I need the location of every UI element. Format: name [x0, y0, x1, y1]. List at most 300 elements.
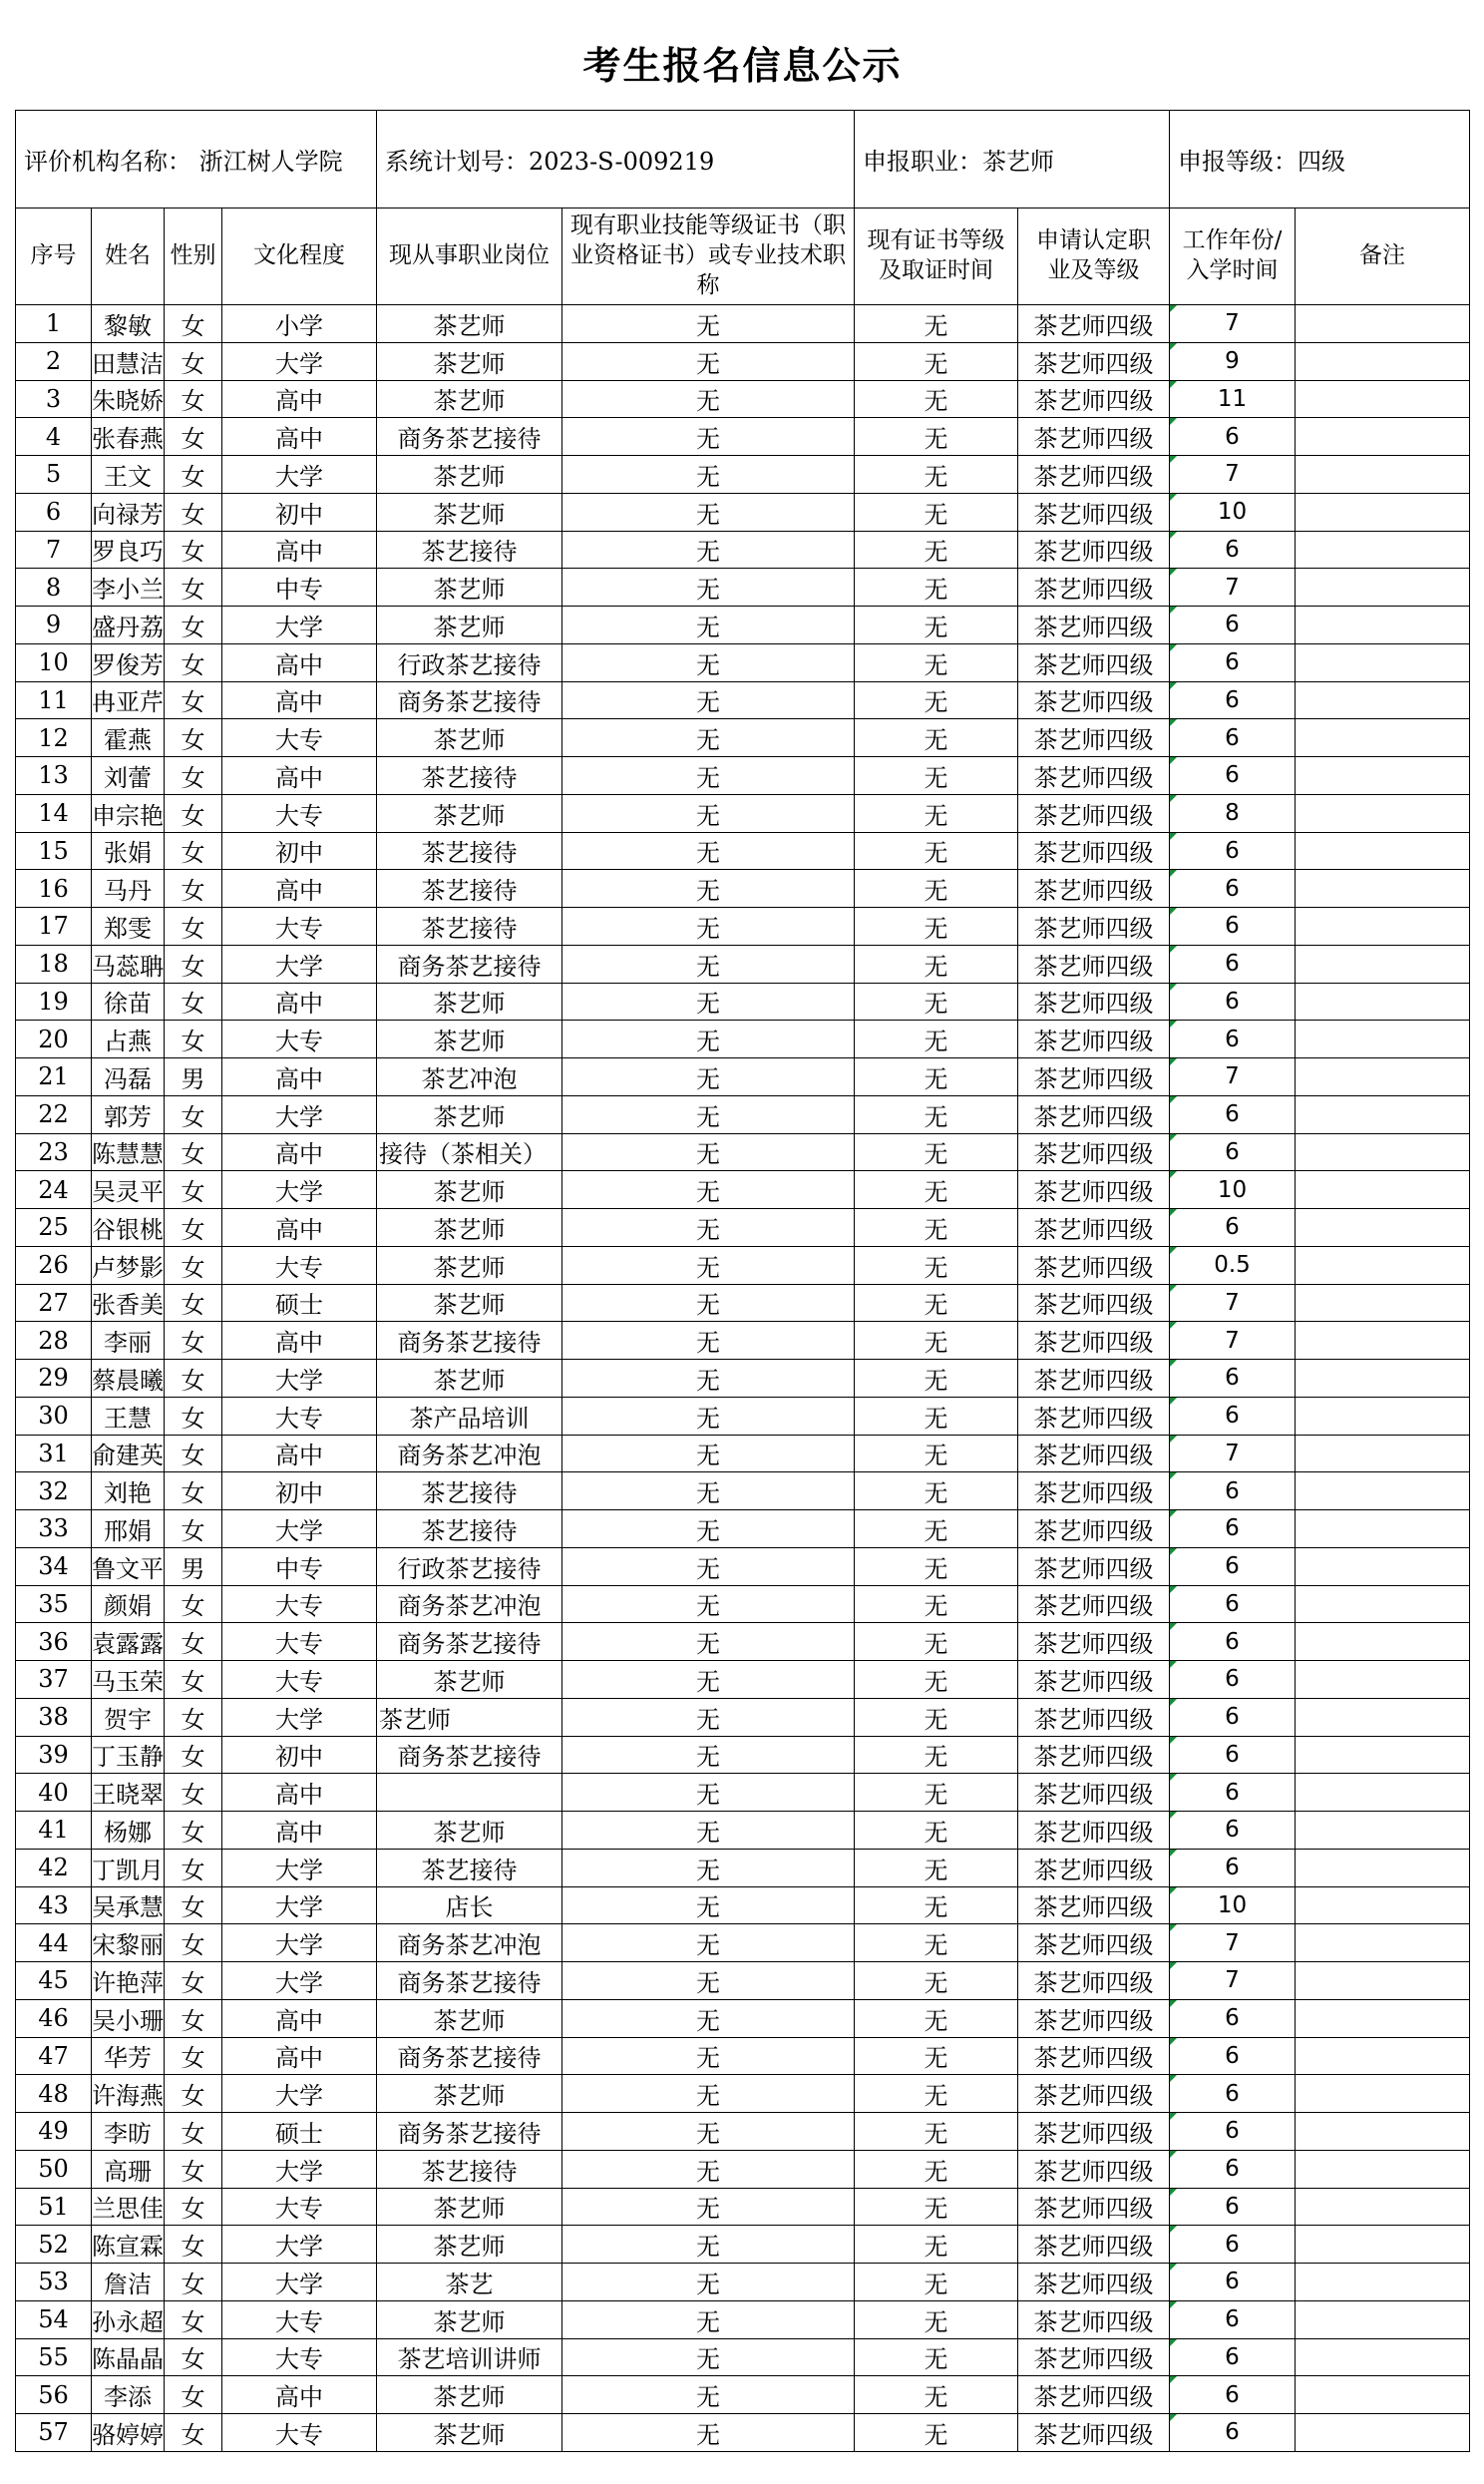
cell-seq: 17 [16, 908, 92, 946]
cell-remarks [1296, 681, 1470, 719]
cell-apply-level: 茶艺师四级 [1018, 2300, 1170, 2338]
cell-cert-time: 无 [855, 2300, 1018, 2338]
cell-name: 占燕 [92, 1021, 165, 1058]
cell-name: 陈晶晶 [92, 2338, 165, 2376]
table-row [16, 607, 1470, 644]
cell-remarks [1296, 1736, 1470, 1774]
cell-apply-level: 茶艺师四级 [1018, 342, 1170, 380]
cell-cert-time: 无 [855, 1435, 1018, 1472]
cell-education: 中专 [222, 569, 377, 607]
cell-seq: 46 [16, 1999, 92, 2037]
plan-number: 系统计划号：2023-S-009219 [377, 111, 855, 208]
cell-education: 中专 [222, 1547, 377, 1585]
cell-certificate: 无 [562, 1021, 855, 1058]
cell-cert-time: 无 [855, 1133, 1018, 1171]
cell-gender: 女 [165, 1472, 222, 1510]
cell-work-years: 6 [1170, 1547, 1296, 1585]
cell-education: 高中 [222, 1999, 377, 2037]
cell-education: 大专 [222, 2414, 377, 2452]
cell-apply-level: 茶艺师四级 [1018, 418, 1170, 456]
cell-cert-time: 无 [855, 1095, 1018, 1133]
cell-seq: 29 [16, 1360, 92, 1398]
table-row [16, 1698, 1470, 1736]
cell-education: 高中 [222, 2037, 377, 2075]
table-row [16, 531, 1470, 569]
cell-certificate: 无 [562, 1472, 855, 1510]
cell-cert-time: 无 [855, 643, 1018, 681]
cell-work-years: 7 [1170, 456, 1296, 494]
cell-seq: 8 [16, 569, 92, 607]
declared-level: 申报等级：四级 [1170, 111, 1470, 208]
cell-apply-level: 茶艺师四级 [1018, 1209, 1170, 1247]
cell-apply-level: 茶艺师四级 [1018, 945, 1170, 983]
cell-job: 茶艺接待 [377, 1849, 562, 1886]
cell-remarks [1296, 2300, 1470, 2338]
cell-certificate: 无 [562, 1999, 855, 2037]
table-row [16, 2150, 1470, 2188]
cell-name: 丁凯月 [92, 1849, 165, 1886]
cell-apply-level: 茶艺师四级 [1018, 832, 1170, 870]
cell-gender: 女 [165, 1623, 222, 1661]
cell-work-years: 6 [1170, 2264, 1296, 2301]
cell-name: 袁露露 [92, 1623, 165, 1661]
cell-job: 茶艺接待 [377, 1472, 562, 1510]
cell-job: 茶艺师 [377, 493, 562, 531]
cell-work-years: 6 [1170, 607, 1296, 644]
cell-cert-time: 无 [855, 1585, 1018, 1623]
cell-gender: 女 [165, 2226, 222, 2264]
cell-work-years: 6 [1170, 1999, 1296, 2037]
cell-work-years: 6 [1170, 1133, 1296, 1171]
cell-remarks [1296, 1171, 1470, 1209]
cell-job: 茶艺师 [377, 1661, 562, 1699]
cell-seq: 45 [16, 1962, 92, 2000]
cell-gender: 女 [165, 2338, 222, 2376]
cell-gender: 女 [165, 1698, 222, 1736]
cell-name: 兰思佳 [92, 2188, 165, 2226]
cell-job: 行政茶艺接待 [377, 1547, 562, 1585]
cell-gender: 女 [165, 569, 222, 607]
cell-seq: 5 [16, 456, 92, 494]
table-row [16, 2226, 1470, 2264]
spreadsheet [15, 15, 1469, 2471]
cell-name: 霍燕 [92, 719, 165, 757]
cell-cert-time: 无 [855, 380, 1018, 418]
cell-work-years: 6 [1170, 1849, 1296, 1886]
cell-gender: 女 [165, 456, 222, 494]
cell-job: 商务茶艺冲泡 [377, 1585, 562, 1623]
cell-seq: 28 [16, 1322, 92, 1360]
cell-work-years: 6 [1170, 870, 1296, 908]
cell-gender: 女 [165, 832, 222, 870]
cell-remarks [1296, 1661, 1470, 1699]
cell-job: 商务茶艺接待 [377, 2037, 562, 2075]
cell-apply-level: 茶艺师四级 [1018, 493, 1170, 531]
cell-name: 骆婷婷 [92, 2414, 165, 2452]
cell-apply-level: 茶艺师四级 [1018, 1849, 1170, 1886]
table-row [16, 1360, 1470, 1398]
cell-name: 陈慧慧 [92, 1133, 165, 1171]
table-row [16, 1585, 1470, 1623]
cell-name: 申宗艳 [92, 794, 165, 832]
cell-name: 杨娜 [92, 1812, 165, 1850]
table-row [16, 1623, 1470, 1661]
cell-name: 丁玉静 [92, 1736, 165, 1774]
cell-work-years: 6 [1170, 1095, 1296, 1133]
cell-cert-time: 无 [855, 681, 1018, 719]
cell-remarks [1296, 2264, 1470, 2301]
table-row [16, 681, 1470, 719]
cell-cert-time: 无 [855, 2264, 1018, 2301]
cell-seq: 43 [16, 1886, 92, 1924]
cell-work-years: 6 [1170, 2414, 1296, 2452]
cell-cert-time: 无 [855, 418, 1018, 456]
cell-gender: 女 [165, 681, 222, 719]
cell-certificate: 无 [562, 2113, 855, 2151]
table-row [16, 2075, 1470, 2113]
cell-remarks [1296, 342, 1470, 380]
cell-gender: 女 [165, 1736, 222, 1774]
cell-apply-level: 茶艺师四级 [1018, 1021, 1170, 1058]
cell-apply-level: 茶艺师四级 [1018, 757, 1170, 795]
cell-certificate: 无 [562, 1774, 855, 1812]
cell-remarks [1296, 1849, 1470, 1886]
cell-name: 马玉荣 [92, 1661, 165, 1699]
cell-education: 高中 [222, 983, 377, 1021]
cell-name: 许海燕 [92, 2075, 165, 2113]
cell-remarks [1296, 1397, 1470, 1435]
cell-apply-level: 茶艺师四级 [1018, 1547, 1170, 1585]
cell-gender: 女 [165, 1999, 222, 2037]
cell-education: 大学 [222, 1171, 377, 1209]
cell-cert-time: 无 [855, 531, 1018, 569]
cell-work-years: 6 [1170, 983, 1296, 1021]
cell-cert-time: 无 [855, 305, 1018, 343]
cell-apply-level: 茶艺师四级 [1018, 1360, 1170, 1398]
cell-work-years: 7 [1170, 305, 1296, 343]
cell-apply-level: 茶艺师四级 [1018, 1623, 1170, 1661]
cell-work-years: 7 [1170, 1058, 1296, 1096]
cell-education: 大专 [222, 908, 377, 946]
cell-name: 李小兰 [92, 569, 165, 607]
cell-apply-level: 茶艺师四级 [1018, 1999, 1170, 2037]
cell-remarks [1296, 607, 1470, 644]
cell-seq: 24 [16, 1171, 92, 1209]
cell-cert-time: 无 [855, 2075, 1018, 2113]
cell-apply-level: 茶艺师四级 [1018, 983, 1170, 1021]
cell-seq: 47 [16, 2037, 92, 2075]
cell-certificate: 无 [562, 643, 855, 681]
cell-remarks [1296, 2037, 1470, 2075]
cell-seq: 53 [16, 2264, 92, 2301]
cell-certificate: 无 [562, 794, 855, 832]
cell-remarks [1296, 794, 1470, 832]
cell-cert-time: 无 [855, 1886, 1018, 1924]
cell-seq: 20 [16, 1021, 92, 1058]
cell-name: 贺宇 [92, 1698, 165, 1736]
cell-remarks [1296, 643, 1470, 681]
cell-apply-level: 茶艺师四级 [1018, 1510, 1170, 1548]
cell-education: 大专 [222, 2188, 377, 2226]
cell-apply-level: 茶艺师四级 [1018, 1698, 1170, 1736]
cell-cert-time: 无 [855, 2188, 1018, 2226]
cell-certificate: 无 [562, 2376, 855, 2414]
cell-remarks [1296, 1886, 1470, 1924]
cell-job: 商务茶艺接待 [377, 1736, 562, 1774]
cell-apply-level: 茶艺师四级 [1018, 1322, 1170, 1360]
cell-gender: 男 [165, 1058, 222, 1096]
header-row [16, 208, 1470, 305]
cell-seq: 48 [16, 2075, 92, 2113]
table-row [16, 456, 1470, 494]
cell-gender: 女 [165, 1435, 222, 1472]
cell-work-years: 6 [1170, 1774, 1296, 1812]
cell-apply-level: 茶艺师四级 [1018, 531, 1170, 569]
cell-remarks [1296, 2075, 1470, 2113]
cell-apply-level: 茶艺师四级 [1018, 2150, 1170, 2188]
cell-certificate: 无 [562, 1924, 855, 1962]
cell-cert-time: 无 [855, 1962, 1018, 2000]
cell-education: 大学 [222, 1849, 377, 1886]
declared-occupation: 申报职业：茶艺师 [855, 111, 1170, 208]
cell-job: 茶艺师 [377, 1999, 562, 2037]
cell-gender: 女 [165, 1510, 222, 1548]
cell-seq: 32 [16, 1472, 92, 1510]
cell-gender: 女 [165, 983, 222, 1021]
cell-gender: 女 [165, 643, 222, 681]
cell-apply-level: 茶艺师四级 [1018, 569, 1170, 607]
cell-cert-time: 无 [855, 1284, 1018, 1322]
cell-education: 高中 [222, 681, 377, 719]
cell-seq: 7 [16, 531, 92, 569]
table-row [16, 1924, 1470, 1962]
cell-remarks [1296, 870, 1470, 908]
cell-gender: 女 [165, 908, 222, 946]
cell-remarks [1296, 1999, 1470, 2037]
cell-seq: 56 [16, 2376, 92, 2414]
cell-gender: 女 [165, 1774, 222, 1812]
cell-remarks [1296, 1547, 1470, 1585]
cell-cert-time: 无 [855, 870, 1018, 908]
cell-gender: 女 [165, 607, 222, 644]
table-row [16, 908, 1470, 946]
cell-name: 李添 [92, 2376, 165, 2414]
cell-job: 商务茶艺接待 [377, 1962, 562, 2000]
cell-job: 茶艺培训讲师 [377, 2338, 562, 2376]
table-row [16, 983, 1470, 1021]
cell-gender: 女 [165, 1585, 222, 1623]
cell-job: 茶艺师 [377, 2075, 562, 2113]
cell-education: 高中 [222, 380, 377, 418]
table-row [16, 832, 1470, 870]
cell-remarks [1296, 1924, 1470, 1962]
cell-education: 高中 [222, 1058, 377, 1096]
cell-cert-time: 无 [855, 1623, 1018, 1661]
cell-education: 大专 [222, 2300, 377, 2338]
cell-certificate: 无 [562, 493, 855, 531]
cell-education: 高中 [222, 2376, 377, 2414]
cell-job: 茶艺师 [377, 1812, 562, 1850]
cell-name: 詹洁 [92, 2264, 165, 2301]
header-work-years: 工作年份/入学时间 [1170, 208, 1296, 305]
cell-seq: 1 [16, 305, 92, 343]
cell-gender: 女 [165, 2300, 222, 2338]
cell-work-years: 6 [1170, 2037, 1296, 2075]
cell-job: 茶艺接待 [377, 757, 562, 795]
cell-work-years: 0.5 [1170, 1246, 1296, 1284]
table-row [16, 1095, 1470, 1133]
cell-work-years: 6 [1170, 2150, 1296, 2188]
cell-work-years: 6 [1170, 1472, 1296, 1510]
cell-apply-level: 茶艺师四级 [1018, 1962, 1170, 2000]
cell-cert-time: 无 [855, 607, 1018, 644]
cell-cert-time: 无 [855, 1698, 1018, 1736]
cell-cert-time: 无 [855, 569, 1018, 607]
table-row [16, 2188, 1470, 2226]
cell-cert-time: 无 [855, 1360, 1018, 1398]
cell-work-years: 6 [1170, 945, 1296, 983]
cell-gender: 女 [165, 2264, 222, 2301]
cell-remarks [1296, 757, 1470, 795]
cell-job: 茶艺师 [377, 1209, 562, 1247]
cell-seq: 42 [16, 1849, 92, 1886]
cell-certificate: 无 [562, 1812, 855, 1850]
table-row [16, 569, 1470, 607]
cell-education: 大学 [222, 1095, 377, 1133]
cell-gender: 女 [165, 719, 222, 757]
cell-seq: 16 [16, 870, 92, 908]
cell-seq: 49 [16, 2113, 92, 2151]
cell-remarks [1296, 1133, 1470, 1171]
cell-cert-time: 无 [855, 2414, 1018, 2452]
cell-remarks [1296, 1472, 1470, 1510]
cell-work-years: 7 [1170, 1284, 1296, 1322]
cell-apply-level: 茶艺师四级 [1018, 1397, 1170, 1435]
page-title: 考生报名信息公示 [16, 15, 1470, 111]
cell-job: 茶艺师 [377, 2188, 562, 2226]
cell-name: 鲁文平 [92, 1547, 165, 1585]
cell-certificate: 无 [562, 1510, 855, 1548]
cell-name: 马丹 [92, 870, 165, 908]
cell-cert-time: 无 [855, 1736, 1018, 1774]
cell-apply-level: 茶艺师四级 [1018, 681, 1170, 719]
cell-remarks [1296, 1209, 1470, 1247]
cell-job: 茶艺师 [377, 2226, 562, 2264]
cell-apply-level: 茶艺师四级 [1018, 1736, 1170, 1774]
cell-gender: 女 [165, 1812, 222, 1850]
cell-apply-level: 茶艺师四级 [1018, 380, 1170, 418]
table-row [16, 1849, 1470, 1886]
table-row [16, 342, 1470, 380]
cell-work-years: 6 [1170, 2338, 1296, 2376]
cell-certificate: 无 [562, 1246, 855, 1284]
cell-seq: 23 [16, 1133, 92, 1171]
cell-gender: 女 [165, 2075, 222, 2113]
header-gender: 性别 [165, 208, 222, 305]
cell-cert-time: 无 [855, 757, 1018, 795]
cell-job: 茶艺师 [377, 794, 562, 832]
cell-cert-time: 无 [855, 1472, 1018, 1510]
table-row [16, 1284, 1470, 1322]
cell-certificate: 无 [562, 1171, 855, 1209]
cell-gender: 女 [165, 2376, 222, 2414]
cell-name: 陈宣霖 [92, 2226, 165, 2264]
cell-apply-level: 茶艺师四级 [1018, 607, 1170, 644]
cell-gender: 女 [165, 1209, 222, 1247]
cell-work-years: 6 [1170, 832, 1296, 870]
cell-cert-time: 无 [855, 719, 1018, 757]
cell-cert-time: 无 [855, 945, 1018, 983]
cell-seq: 30 [16, 1397, 92, 1435]
cell-seq: 44 [16, 1924, 92, 1962]
cell-cert-time: 无 [855, 342, 1018, 380]
table-row [16, 870, 1470, 908]
cell-cert-time: 无 [855, 1058, 1018, 1096]
cell-seq: 36 [16, 1623, 92, 1661]
cell-name: 冯磊 [92, 1058, 165, 1096]
table-row [16, 1058, 1470, 1096]
cell-certificate: 无 [562, 2264, 855, 2301]
cell-certificate: 无 [562, 2414, 855, 2452]
cell-name: 李昉 [92, 2113, 165, 2151]
table-row [16, 1171, 1470, 1209]
cell-seq: 10 [16, 643, 92, 681]
table-row [16, 2414, 1470, 2452]
cell-seq: 11 [16, 681, 92, 719]
cell-seq: 51 [16, 2188, 92, 2226]
cell-certificate: 无 [562, 1209, 855, 1247]
table-row [16, 719, 1470, 757]
cell-certificate: 无 [562, 418, 855, 456]
cell-education: 大专 [222, 1397, 377, 1435]
cell-job: 茶艺师 [377, 342, 562, 380]
cell-education: 硕士 [222, 2113, 377, 2151]
cell-gender: 女 [165, 757, 222, 795]
cell-remarks [1296, 456, 1470, 494]
cell-name: 颜娟 [92, 1585, 165, 1623]
cell-seq: 13 [16, 757, 92, 795]
cell-cert-time: 无 [855, 2037, 1018, 2075]
cell-name: 孙永超 [92, 2300, 165, 2338]
cell-education: 大专 [222, 1585, 377, 1623]
cell-name: 黎敏 [92, 305, 165, 343]
cell-work-years: 6 [1170, 681, 1296, 719]
cell-remarks [1296, 493, 1470, 531]
cell-seq: 52 [16, 2226, 92, 2264]
cell-work-years: 6 [1170, 908, 1296, 946]
cell-remarks [1296, 305, 1470, 343]
cell-remarks [1296, 2376, 1470, 2414]
cell-work-years: 6 [1170, 1360, 1296, 1398]
cell-remarks [1296, 1322, 1470, 1360]
cell-name: 华芳 [92, 2037, 165, 2075]
cell-education: 大学 [222, 1962, 377, 2000]
cell-education: 高中 [222, 1435, 377, 1472]
header-apply-level: 申请认定职业及等级 [1018, 208, 1170, 305]
cell-apply-level: 茶艺师四级 [1018, 794, 1170, 832]
cell-name: 马蕊聃 [92, 945, 165, 983]
cell-seq: 57 [16, 2414, 92, 2452]
cell-remarks [1296, 569, 1470, 607]
cell-work-years: 6 [1170, 1585, 1296, 1623]
header-certificate: 现有职业技能等级证书（职业资格证书）或专业技术职称 [562, 208, 855, 305]
table-row [16, 1322, 1470, 1360]
cell-name: 徐苗 [92, 983, 165, 1021]
table-row [16, 1886, 1470, 1924]
table-row [16, 1661, 1470, 1699]
cell-remarks [1296, 1360, 1470, 1398]
cell-education: 小学 [222, 305, 377, 343]
